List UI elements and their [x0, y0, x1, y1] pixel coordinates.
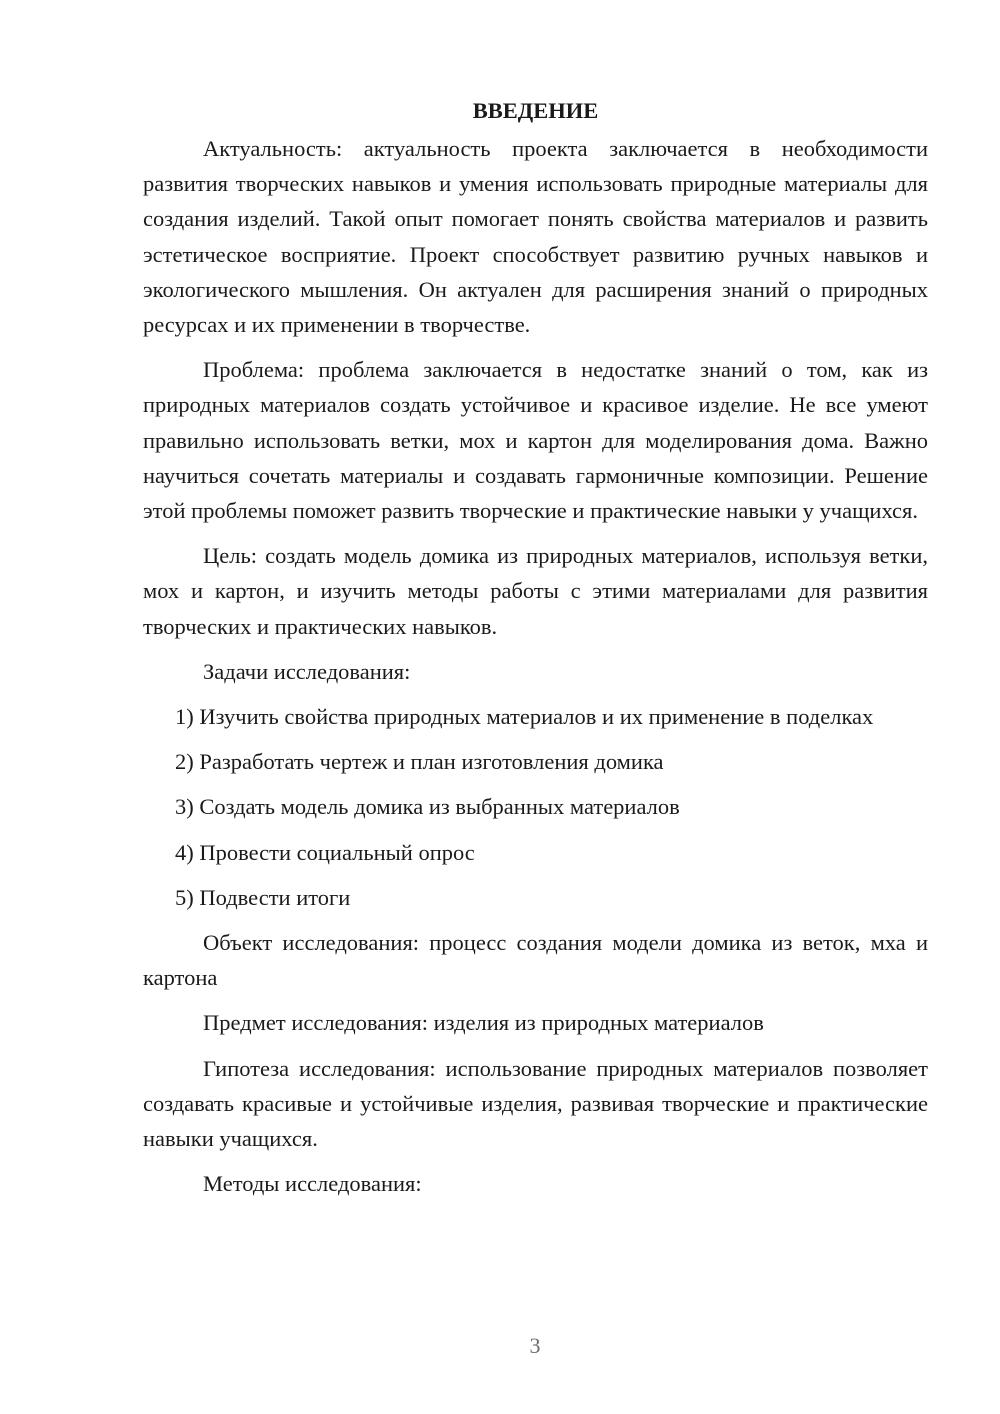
task-item-2: 2) Разработать чертеж и план изготовления домика: [175, 749, 664, 775]
problem-paragraph: Проблема: проблема заключается в недостатке знаний о том, как из природных материалов создать устойчивое и красивое изделие. Не все умеют правильно использовать ветки, мох и картон для моделирования дома. Важно научиться сочетать материалы и создавать гармоничные композиции. Решение этой проблемы поможет развить творческие и практические навыки у учащихся.: [143, 357, 928, 524]
relevance-paragraph: Актуальность: актуальность проекта заключается в необходимости развития творческих навыков и умения использовать природные материалы для создания изделий. Такой опыт помогает понять свойства материалов и развить эстетическое восприятие. Проект способствует развитию ручных навыков и экологического мышления. Он актуален для расширения знаний о природных ресурсах и их применении в творчестве.: [143, 136, 928, 338]
page-content: [143, 93, 928, 1211]
subject-paragraph: Предмет исследования: изделия из природных материалов: [203, 1010, 764, 1036]
hypothesis-paragraph: Гипотеза исследования: использование природных материалов позволяет создавать красивые и устойчивые изделия, развивая творческие и практические навыки учащихся.: [143, 1055, 928, 1152]
page-number: 3: [529, 1333, 541, 1358]
task-item-5: 5) Подвести итоги: [175, 884, 351, 910]
section-title: ВВЕДЕНИЕ: [472, 98, 599, 123]
task-item-4: 4) Провести социальный опрос: [175, 839, 475, 865]
tasks-heading: Задачи исследования:: [203, 658, 411, 684]
goal-paragraph: Цель: создать модель домика из природных материалов, используя ветки, мох и картон, и изучить методы работы с этими материалами для развития творческих и практических навыков.: [143, 543, 928, 639]
methods-heading: Методы исследования:: [203, 1171, 422, 1197]
task-item-3: 3) Создать модель домика из выбранных материалов: [175, 794, 680, 820]
object-paragraph: Объект исследования: процесс создания модели домика из веток, мха и картона: [143, 930, 928, 991]
task-item-1: 1) Изучить свойства природных материалов и их применение в поделках: [175, 704, 874, 730]
